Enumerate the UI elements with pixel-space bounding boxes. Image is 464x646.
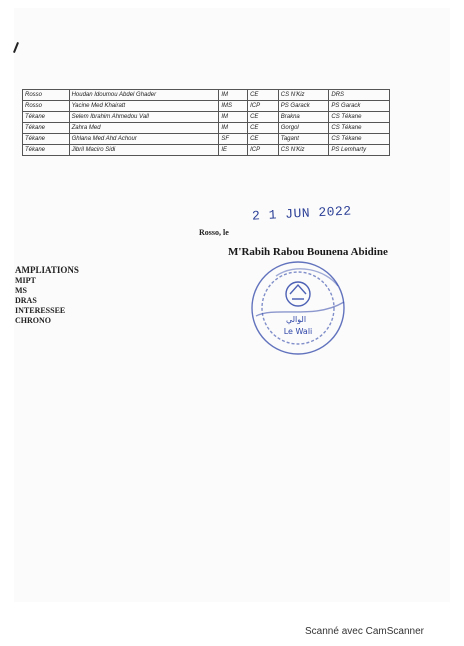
table-cell: CS Tékane	[329, 123, 390, 134]
table-cell: Tagant	[278, 134, 329, 145]
table-cell: CS Tékane	[329, 112, 390, 123]
table-cell: Brakna	[278, 112, 329, 123]
table-cell: DRS	[329, 90, 390, 101]
table-cell: CS Tékane	[329, 134, 390, 145]
table-cell: ICP	[248, 101, 279, 112]
table-row	[23, 112, 390, 123]
seal-arabic-text: الوالي	[285, 315, 307, 324]
seal-latin-text: Le Wali	[283, 327, 313, 336]
place-label: Rosso, le	[199, 228, 229, 237]
table-row	[23, 90, 390, 101]
table-cell: PS Lemharty	[329, 145, 390, 156]
ampliation-item: MS	[15, 286, 27, 295]
table-cell: Yacine Med Khairatt	[69, 101, 219, 112]
signatory-name: M'Rabih Rabou Bounena Abidine	[228, 246, 388, 258]
ampliation-item: MIPT	[15, 276, 36, 285]
table-cell: Selem Ibrahim Ahmedou Vall	[69, 112, 219, 123]
table-cell: SF	[219, 134, 248, 145]
table-row	[23, 101, 390, 112]
table-cell: Tékane	[23, 123, 70, 134]
table-cell: Rosso	[23, 90, 70, 101]
ampliations-title: AMPLIATIONS	[15, 265, 79, 275]
date-stamp: 2 1 JUN 2022	[251, 203, 352, 224]
table-cell: IMS	[219, 101, 248, 112]
table-cell: IE	[219, 145, 248, 156]
table-cell: CE	[248, 134, 279, 145]
table-cell: Gorgol	[278, 123, 329, 134]
table-row	[23, 123, 390, 134]
ampliation-item: DRAS	[15, 296, 37, 305]
ampliation-item: INTERESSEE	[15, 306, 66, 315]
table-cell: IM	[219, 123, 248, 134]
table-cell: Jibril Maciro Sidi	[69, 145, 219, 156]
table-cell: Ghlana Med Ahd Achour	[69, 134, 219, 145]
table-cell: IM	[219, 112, 248, 123]
table-cell: CE	[248, 123, 279, 134]
table-cell: PS Garack	[329, 101, 390, 112]
table-cell: Tékane	[23, 134, 70, 145]
table-cell: CS N'Kiz	[278, 90, 329, 101]
table-cell: CS N'Kiz	[278, 145, 329, 156]
camscanner-watermark: Scanné avec CamScanner	[305, 626, 424, 637]
table-row	[23, 145, 390, 156]
table-cell: Zahra Med	[69, 123, 219, 134]
table-cell: Tékane	[23, 145, 70, 156]
table-row	[23, 134, 390, 145]
table-cell: Rosso	[23, 101, 70, 112]
table-cell: CE	[248, 112, 279, 123]
official-wali-seal	[246, 258, 354, 362]
table-cell: CE	[248, 90, 279, 101]
table-cell: Houdan Idoumou Abdel Ghader	[69, 90, 219, 101]
table-cell: PS Garack	[278, 101, 329, 112]
table-cell: Tékane	[23, 112, 70, 123]
table-cell: IM	[219, 90, 248, 101]
table-cell: ICP	[248, 145, 279, 156]
ampliations-list	[15, 276, 79, 326]
ampliation-item: CHRONO	[15, 316, 51, 325]
ampliations-block	[15, 265, 79, 326]
staff-assignment-table	[22, 89, 390, 156]
